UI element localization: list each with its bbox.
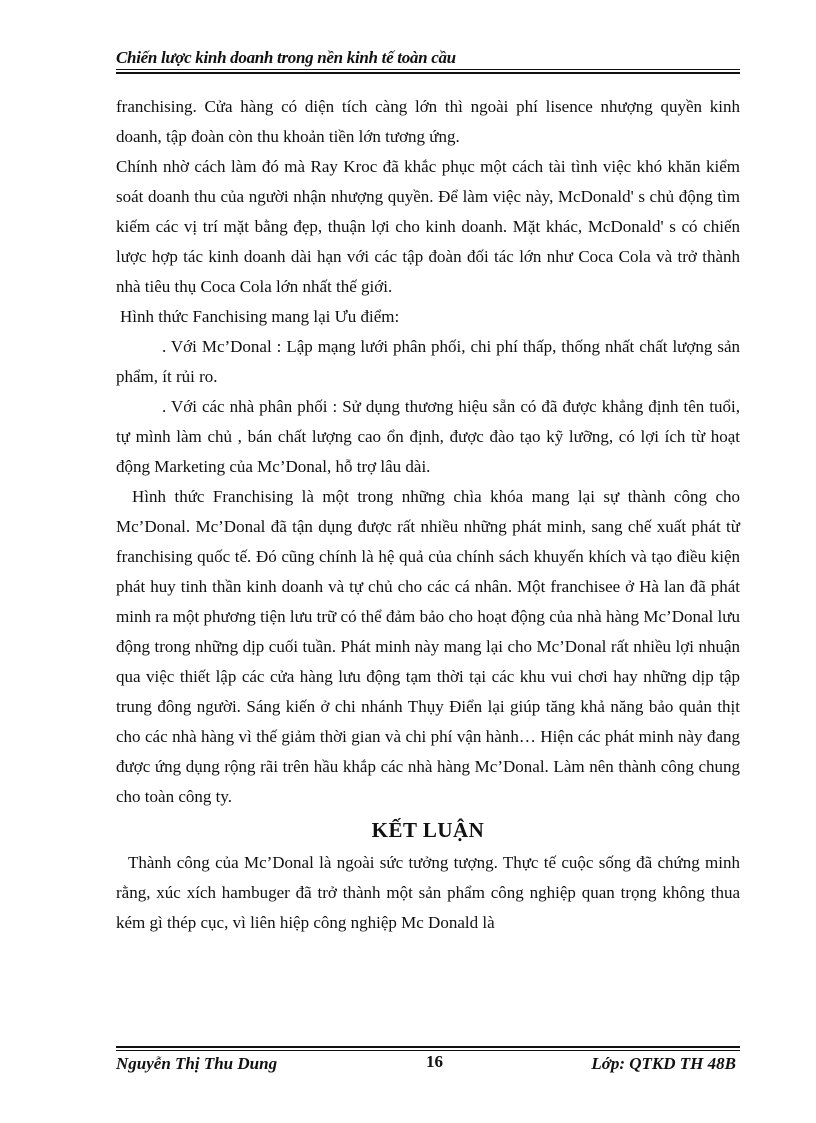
page-footer: [116, 1046, 740, 1080]
header-rule: [116, 69, 740, 70]
page-number: 16: [426, 1052, 443, 1071]
footer-rule: [116, 1050, 740, 1051]
footer-class: Lớp: QTKD TH 48B: [591, 1054, 736, 1073]
paragraph-advantage-distributors: . Với các nhà phân phối : Sử dụng thương hiệu sẵn có đã được khẳng định tên tuổi, tự mình làm chủ , bán chất lượng cao ổn định, được đào tạo kỹ lưỡng, có lợi ích từ hoạt động Marketing của Mc’Donal, hỗ trợ lâu dài.: [116, 397, 740, 476]
header-rule-thick: [116, 72, 740, 74]
paragraph-conclusion: Thành công của Mc’Donal là ngoài sức tưởng tượng. Thực tế cuộc sống đã chứng minh rằng, xúc xích hambuger đã trở thành một sản phẩm công nghiệp quan trọng không thua kém gì thép cục, vì liên hiệp công nghiệp Mc Donald là: [116, 853, 740, 932]
paragraph-advantages-intro: Hình thức Fanchising mang lại Ưu điểm:: [120, 307, 400, 326]
footer-author: Nguyễn Thị Thu Dung: [116, 1054, 278, 1073]
paragraph-franchising-success: Hình thức Franchising là một trong những chìa khóa mang lại sự thành công cho Mc’Donal. Mc’Donal đã tận dụng được rất nhiều những phát minh, sang chế xuất phát từ franchising quốc tế. Đó cũng chính là hệ quả của chính sách khuyến khích và tạo điều kiện phát huy tinh thần kinh doanh và tự chủ cho các cá nhân. Một franchisee ở Hà lan đã phát minh ra một phương tiện lưu trữ có thể đảm bảo cho hoạt động của nhà hàng Mc’Donal lưu động trong những dịp cuối tuần. Phát minh này mang lại cho Mc’Donal rất nhiều lợi nhuận qua việc thiết lập các cửa hàng lưu động tạm thời tại các khu vui chơi hay những dịp tập trung đông người. Sáng kiến ở chi nhánh Thụy Điển lại giúp tăng khả năng bảo quản thịt cho các nhà hàng vì thế giảm thời gian và chi phí vận hành… Hiện các phát minh này đang được ứng dụng rộng rãi trên hầu khắp các nhà hàng Mc’Donal. Làm nên thành công chung cho toàn công ty.: [116, 487, 740, 806]
conclusion-heading: KẾT LUẬN: [371, 818, 485, 842]
paragraph-advantage-mcdonal: . Với Mc’Donal : Lập mạng lưới phân phối, chi phí thấp, thống nhất chất lượng sản phẩm, ít rủi ro.: [116, 337, 740, 386]
header-title: Chiến lược kinh doanh trong nền kinh tế toàn cầu: [116, 48, 456, 67]
paragraph-ray-kroc: Chính nhờ cách làm đó mà Ray Kroc đã khắc phục một cách tài tình việc khó khăn kiểm soát doanh thu của người nhận nhượng quyền. Để làm việc này, McDonald' s chủ động tìm kiếm các vị trí mặt bằng đẹp, thuận lợi cho kinh doanh. Mặt khác, McDonald' s có chiến lược hợp tác kinh doanh dài hạn với các tập đoàn đối tác lớn như Coca Cola và trở thành nhà tiêu thụ Coca Cola lớn nhất thế giới.: [116, 157, 740, 296]
paragraph-franchising-fee: franchising. Cửa hàng có diện tích càng lớn thì ngoài phí lisence nhượng quyền kinh doanh, tập đoàn còn thu khoản tiền lớn tương ứng.: [116, 97, 740, 146]
footer-rule-thick: [116, 1046, 740, 1048]
page-body: [116, 92, 740, 938]
page-header: [116, 48, 740, 74]
